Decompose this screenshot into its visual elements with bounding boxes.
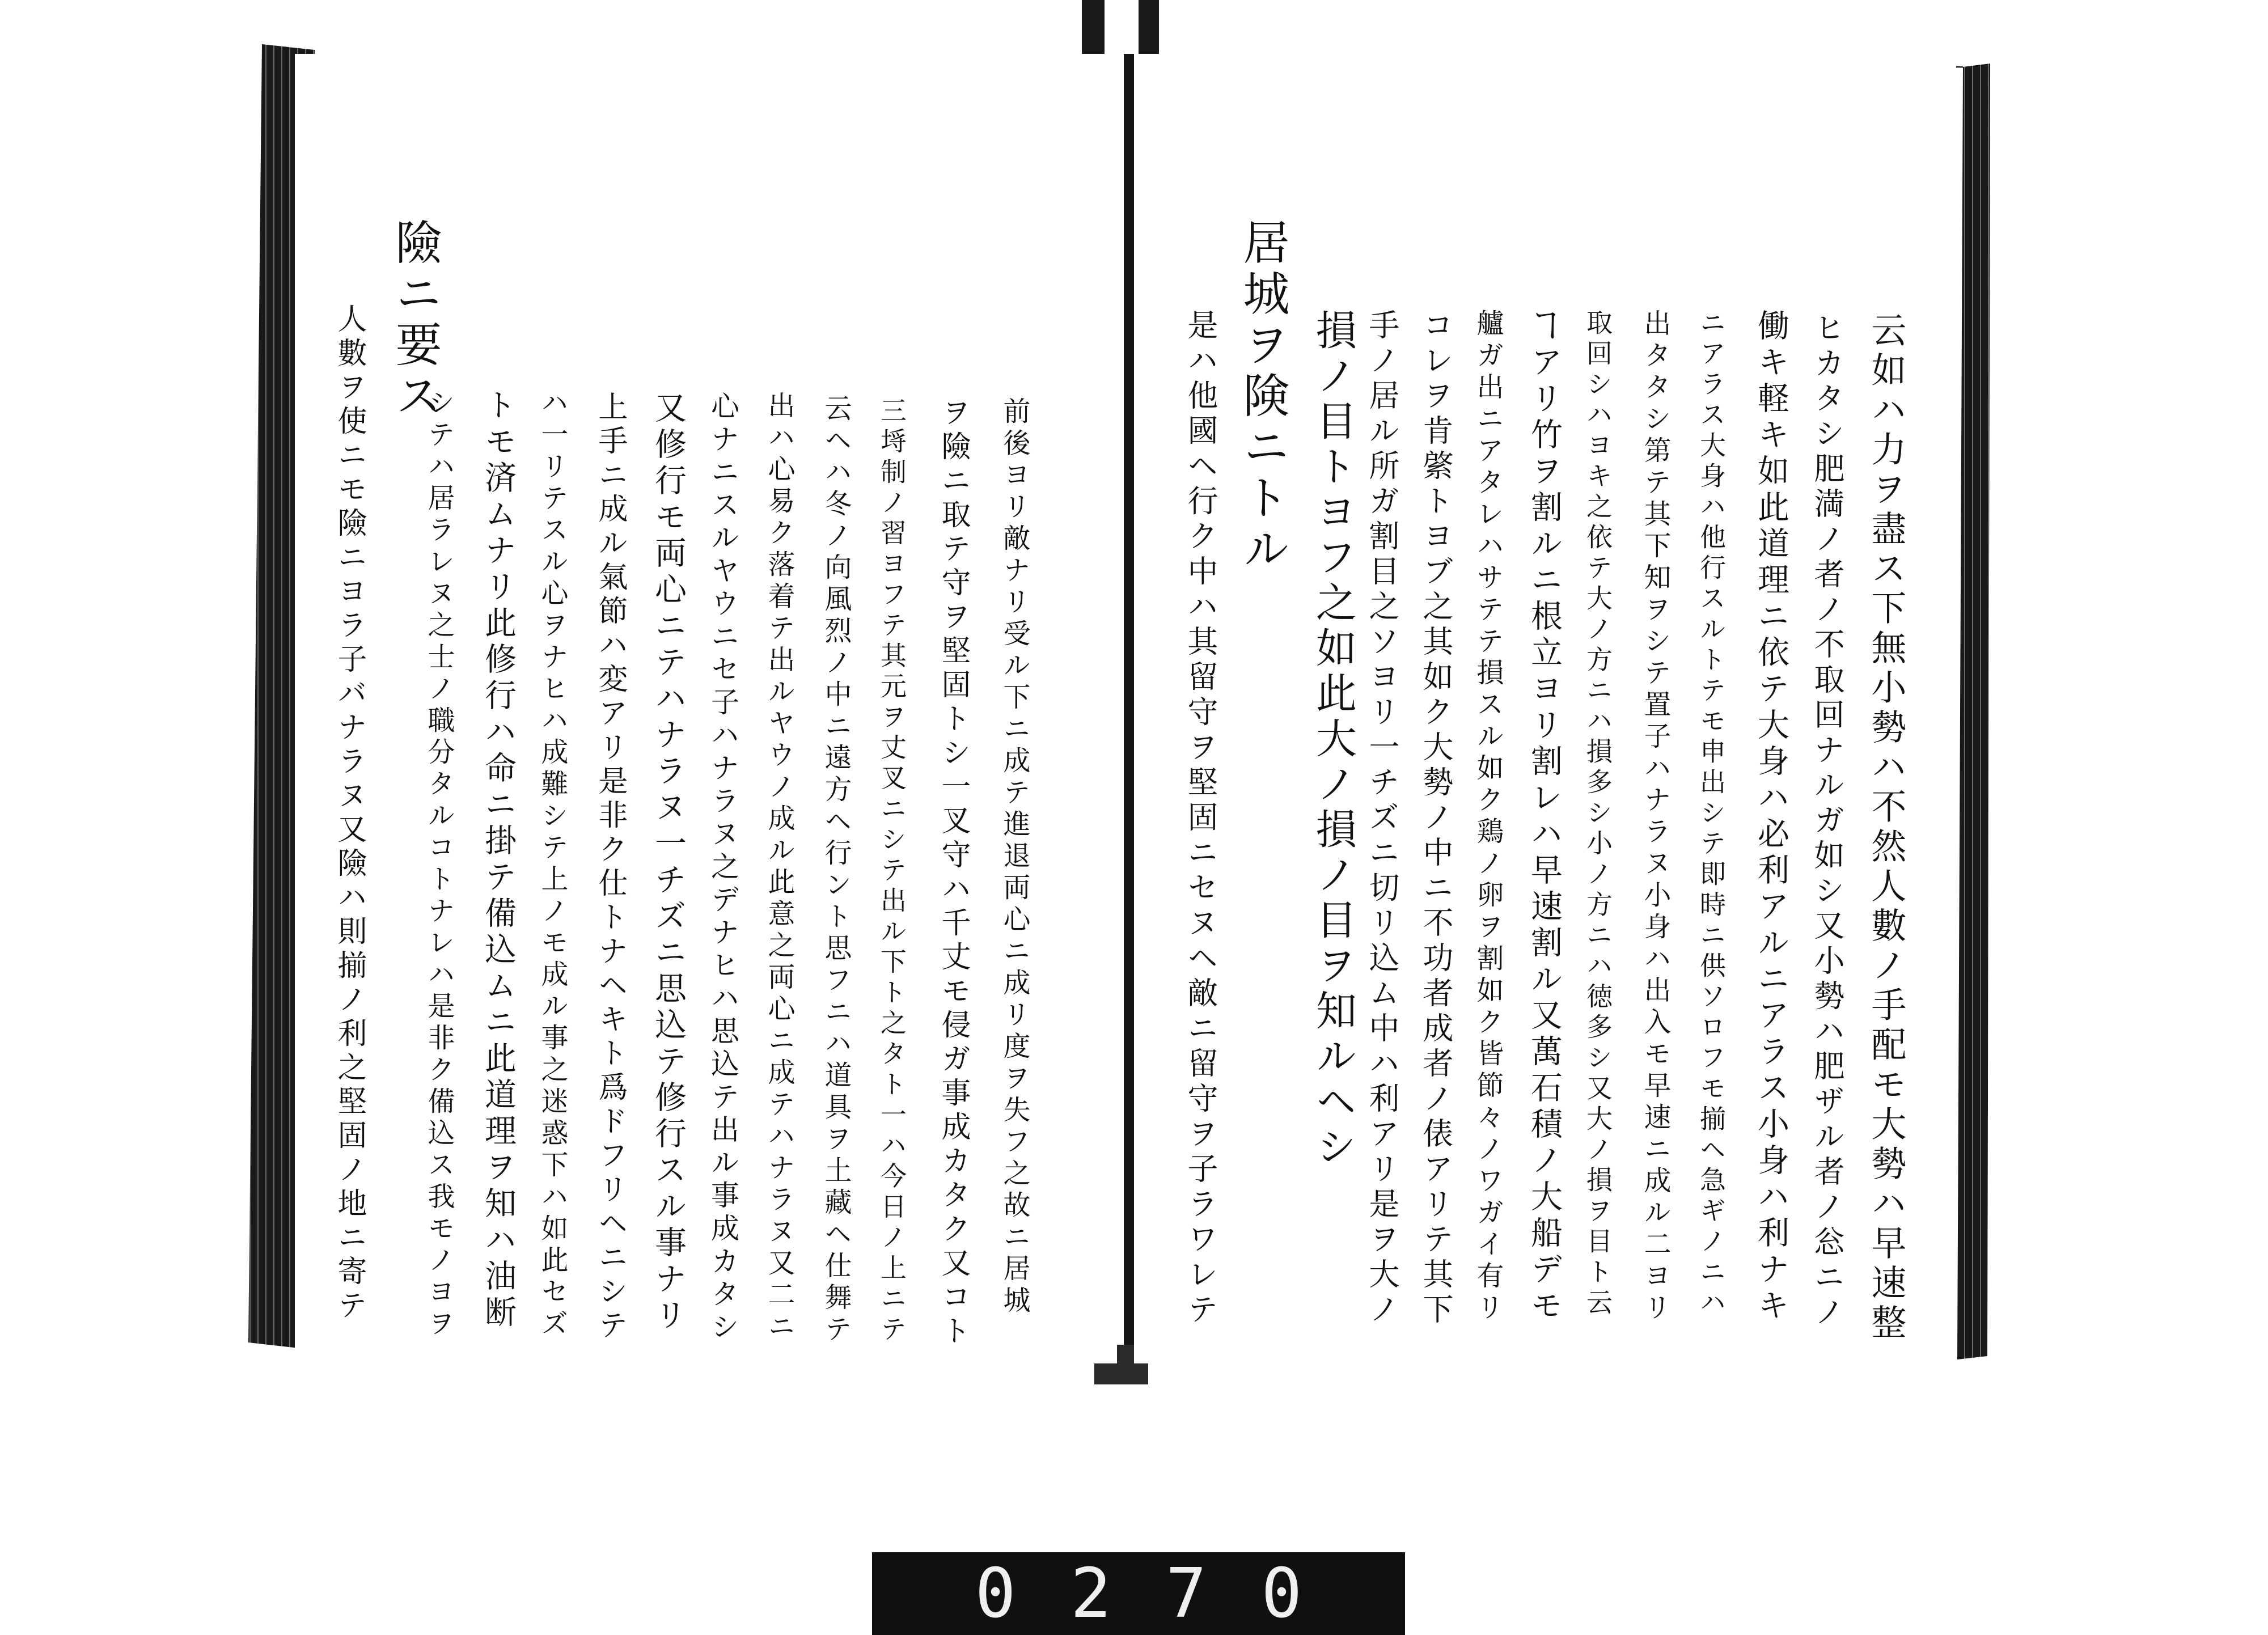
right-column-6: 取回シハヨキ之依テ大ノ方ニハ損多シ小ノ方ニハ徳多シ又大ノ損ヲ目ト云 (1582, 309, 1613, 1319)
right-column-1: 云如ハ力ヲ盡ス下無小勢ハ不然人數ノ手配モ大勢ハ早速整 (1865, 312, 1907, 1344)
right-column-11: 損ノ目トヨフ之如此大ノ損ノ目ヲ知ルヘシ (1309, 309, 1357, 1171)
binding-mark-top-2 (1139, 0, 1159, 57)
right-section-heading: 居城ヲ険ニトル (1235, 218, 1289, 575)
left-column-11: シテハ居ラレヌ之士ノ職分タルコトナレハ是非ク備込ス我モノヨヲ (423, 388, 455, 1341)
right-book-edge (1957, 63, 1990, 1359)
frame-number-plate: 0270 (872, 1552, 1405, 1635)
left-column-6: 心ナニスルヤウニセ子ハナラヌ之デナヒハ思込テ出ル事成カタシ (706, 391, 739, 1345)
left-column-5: 出ハ心易ク落着テ出ルヤウノ成ル此意之両心ニ成テハナラヌ又二ニ (763, 391, 795, 1344)
binding-mark-top (1082, 0, 1105, 57)
right-page (1134, 54, 1956, 1363)
right-column-5: 出タタシ第テ其下知ヲシテ置子ハナラヌ小身ハ出入モ早速ニ成ル二ヨリ (1639, 309, 1671, 1325)
right-column-9: コレヲ肯綮トヨブ之其如ク大勢ノ中ニ不功者成者ノ俵アリテ其下 (1418, 309, 1454, 1328)
left-column-8: 上手ニ成ル氣節ハ変アリ是非ク仕トナヘキト爲ドフリヘニシテ (593, 391, 627, 1344)
left-column-10: トモ済ムナリ此修行ハ命ニ掛テ備込ムニ此道理ヲ知ハ油断 (480, 388, 517, 1332)
left-column-2: ヲ險ニ取テ守ヲ堅固トシ一叉守ハ千丈モ侵ガ事成カタク又コト (936, 397, 970, 1349)
left-column-1: 前後ヨリ敵ナリ受ル下ニ成テ進退両心ニ成リ度ヲ失フ之故ニ居城 (998, 397, 1030, 1318)
right-column-7: ヿアリ竹ヲ割ルニ根立ヨリ割レハ早速割ル又萬石積ノ大船デモ (1526, 309, 1563, 1325)
right-column-3: 働キ軽キ如此道理ニ依テ大身ハ必利アルニアラス小身ハ利ナキ (1753, 309, 1789, 1325)
right-column-8: 艫ガ出ニアタレハサテテ損スル如ク鶏ノ卵ヲ割如ク皆節々ノワガイ有リ (1472, 309, 1504, 1325)
left-section-heading: 險ニ要ス (388, 218, 442, 422)
left-column-12: 人數ヲ使ニモ險ニヨラ子バナラヌ又險ハ則揃ノ利之堅固ノ地ニ寄テ (332, 303, 366, 1324)
right-column-10: 手ノ居ル所ガ割目之ソヨリ一チズニ切リ込ム中ハ利アリ是ヲ大ノ (1364, 309, 1400, 1328)
left-column-3: 三埓制ノ習ヨフテ其元ヲ丈叉ニシテ出ル下ト之タト一ハ今日ノ上ニテ (877, 397, 907, 1346)
left-column-4: 云ヘハ冬ノ向風烈ノ中ニ遠方ヘ行ント思フニハ道具ヲ土藏ヘ仕舞テ (820, 394, 852, 1346)
left-page (295, 54, 1117, 1363)
right-column-4: ニアラス大身ハ他行スルトテモ申出シテ即時ニ供ソロフモ揃ヘ急ギノニハ (1696, 309, 1727, 1319)
right-column-2: ヒカタシ肥満ノ者ノ不取回ナルガ如シ又小勢ハ肥ザル者ノ忩ニノ (1809, 312, 1845, 1331)
right-column-12: 是ハ他國ヘ行ク中ハ其留守ヲ堅固ニセヌヘ敵ニ留守ヲ子ラワレテ (1183, 309, 1218, 1328)
left-column-9: ハ一リテスル心ヲナヒハ成難シテ上ノモ成ル事之迷惑下ハ如此セズ (536, 388, 568, 1341)
left-column-7: 又修行モ両心ニテハナラヌ一チズニ思込テ修行スル事ナリ (650, 391, 687, 1335)
